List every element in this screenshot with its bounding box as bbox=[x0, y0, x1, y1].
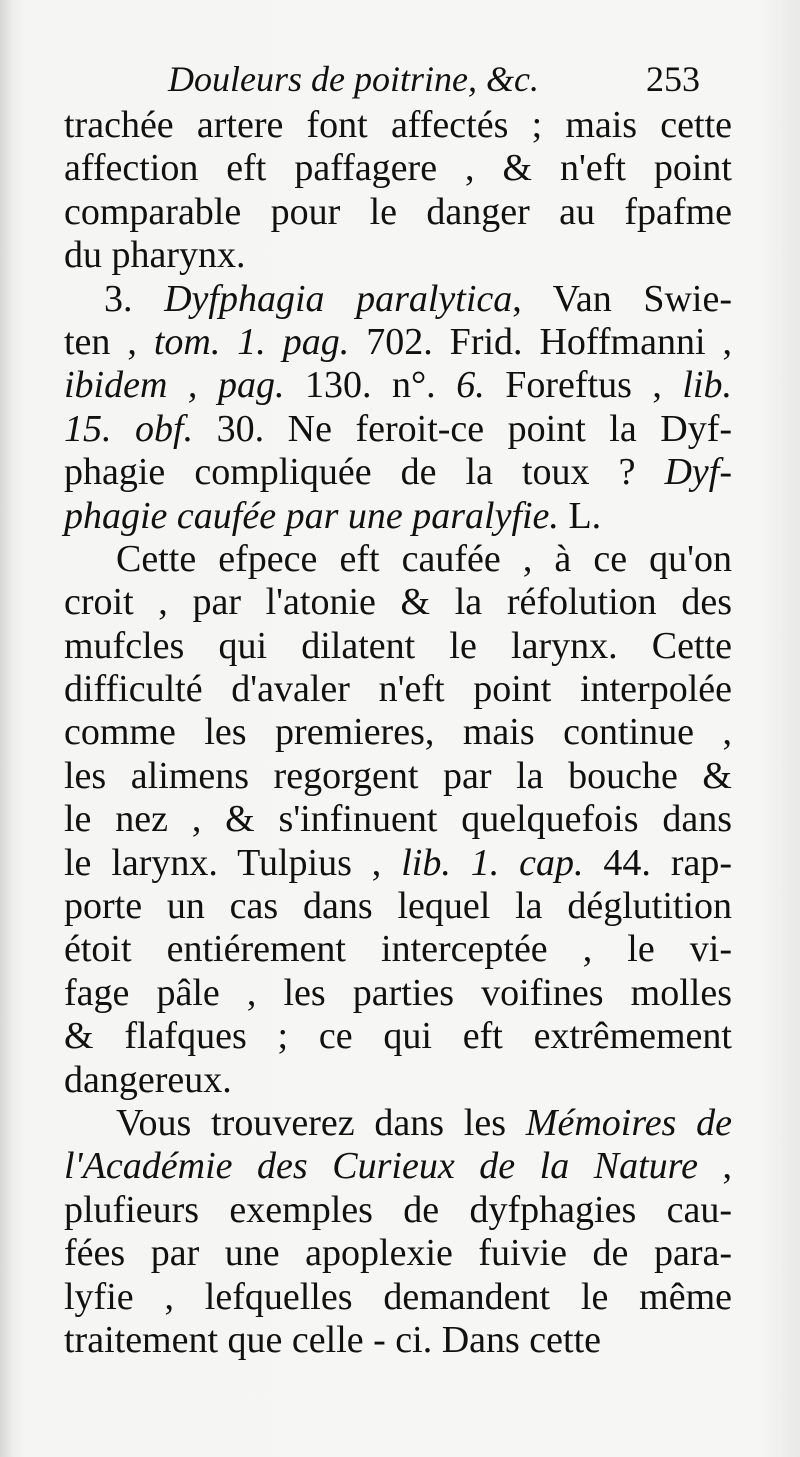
text-line bbox=[64, 1015, 732, 1058]
italic-text: phagie caufée par une paralyfie. bbox=[64, 494, 559, 537]
text-run: & flafques ; ce qui eft extrêmement bbox=[64, 1015, 732, 1058]
text-run: le larynx. Tulpius , bbox=[64, 841, 402, 884]
text-run: Foreftus , bbox=[484, 364, 683, 407]
text-run: affection eft paffagere , & n'eft point bbox=[64, 147, 732, 190]
text-line bbox=[64, 1102, 732, 1145]
text-run: les alimens regorgent par la bouche & bbox=[64, 754, 732, 797]
text-line bbox=[64, 191, 732, 234]
page-gutter-shadow bbox=[0, 0, 14, 1457]
text-run: porte un cas dans lequel la déglutition bbox=[64, 885, 732, 928]
italic-text: lib. bbox=[682, 364, 732, 407]
text-line bbox=[64, 538, 732, 581]
page-header bbox=[0, 54, 800, 104]
text-run: , Van Swie- bbox=[512, 277, 732, 320]
italic-text: lib. 1. cap. bbox=[401, 841, 584, 884]
text-line bbox=[64, 278, 732, 321]
text-line bbox=[64, 581, 732, 624]
text-line bbox=[64, 625, 732, 668]
text-line bbox=[64, 1189, 732, 1232]
text-run: 702. Frid. Hoffmanni , bbox=[349, 320, 732, 363]
text-run: difficulté d'avaler n'eft point interpolée bbox=[64, 668, 732, 711]
text-run: du pharynx. bbox=[64, 234, 246, 277]
text-run: le nez , & s'infinuent quelquefois dans bbox=[64, 798, 732, 841]
text-run: fage pâle , les parties voifines molles bbox=[64, 971, 732, 1014]
italic-text: 6. bbox=[456, 364, 485, 407]
text-line bbox=[64, 1232, 732, 1275]
italic-text: Dyf- bbox=[664, 451, 732, 494]
text-line bbox=[64, 451, 732, 494]
text-line bbox=[64, 842, 732, 885]
italic-text: Mémoires de bbox=[525, 1101, 732, 1144]
text-line bbox=[64, 885, 732, 928]
text-run: 44. rap- bbox=[583, 841, 732, 884]
italic-text: Dyfphagia paralytica bbox=[164, 277, 513, 320]
text-run: comparable pour le danger au fpafme bbox=[64, 190, 732, 233]
text-line bbox=[64, 798, 732, 841]
text-line bbox=[64, 1059, 732, 1102]
text-run: lyfie , lefquelles demandent le même bbox=[64, 1275, 732, 1318]
text-run: plufieurs exemples de dyfphagies cau- bbox=[64, 1188, 732, 1231]
text-run: étoit entiérement interceptée , le vi- bbox=[64, 928, 732, 971]
running-head: Douleurs de poitrine, &c. bbox=[168, 59, 539, 99]
text-run: traitement que celle - ci. Dans cette bbox=[64, 1318, 602, 1361]
text-run: 3. bbox=[104, 277, 165, 320]
text-run: dangereux. bbox=[64, 1058, 232, 1101]
text-line bbox=[64, 321, 732, 364]
text-line bbox=[64, 972, 732, 1015]
text-run: L. bbox=[558, 494, 602, 537]
text-run: fées par une apoplexie fuivie de para- bbox=[64, 1232, 732, 1275]
text-run: Vous trouverez dans les bbox=[116, 1101, 526, 1144]
text-run: comme les premieres, mais continue , bbox=[64, 711, 732, 754]
text-line bbox=[64, 408, 732, 451]
text-line bbox=[64, 1319, 732, 1362]
italic-text: ibidem , pag. bbox=[64, 364, 285, 407]
text-run: 30. Ne feroit-ce point la Dyf- bbox=[193, 407, 733, 450]
text-run: mufcles qui dilatent le larynx. Cette bbox=[64, 624, 732, 667]
text-line bbox=[64, 364, 732, 407]
text-line bbox=[64, 495, 732, 538]
text-line bbox=[64, 711, 732, 754]
page-number: 253 bbox=[646, 59, 700, 99]
text-line bbox=[64, 668, 732, 711]
italic-text: tom. 1. pag. bbox=[153, 320, 350, 363]
page-body-text bbox=[64, 104, 732, 1362]
text-run: ten , bbox=[64, 320, 154, 363]
italic-text: 15. obf. bbox=[64, 407, 194, 450]
text-line bbox=[64, 234, 732, 277]
text-line bbox=[64, 928, 732, 971]
italic-text: l'Académie des Curieux de la Nature bbox=[64, 1145, 698, 1188]
text-line bbox=[64, 104, 732, 147]
text-line bbox=[64, 755, 732, 798]
text-run: phagie compliquée de la toux ? bbox=[64, 451, 665, 494]
text-run: croit , par l'atonie & la réfolution des bbox=[64, 581, 732, 624]
text-line bbox=[64, 1276, 732, 1319]
text-run: trachée artere font affectés ; mais cette bbox=[64, 104, 732, 146]
text-run: 130. n°. bbox=[284, 364, 457, 407]
text-line bbox=[64, 1145, 732, 1188]
text-line bbox=[64, 147, 732, 190]
text-run: Cette efpece eft caufée , à ce qu'on bbox=[116, 537, 732, 580]
text-run: , bbox=[697, 1145, 732, 1188]
